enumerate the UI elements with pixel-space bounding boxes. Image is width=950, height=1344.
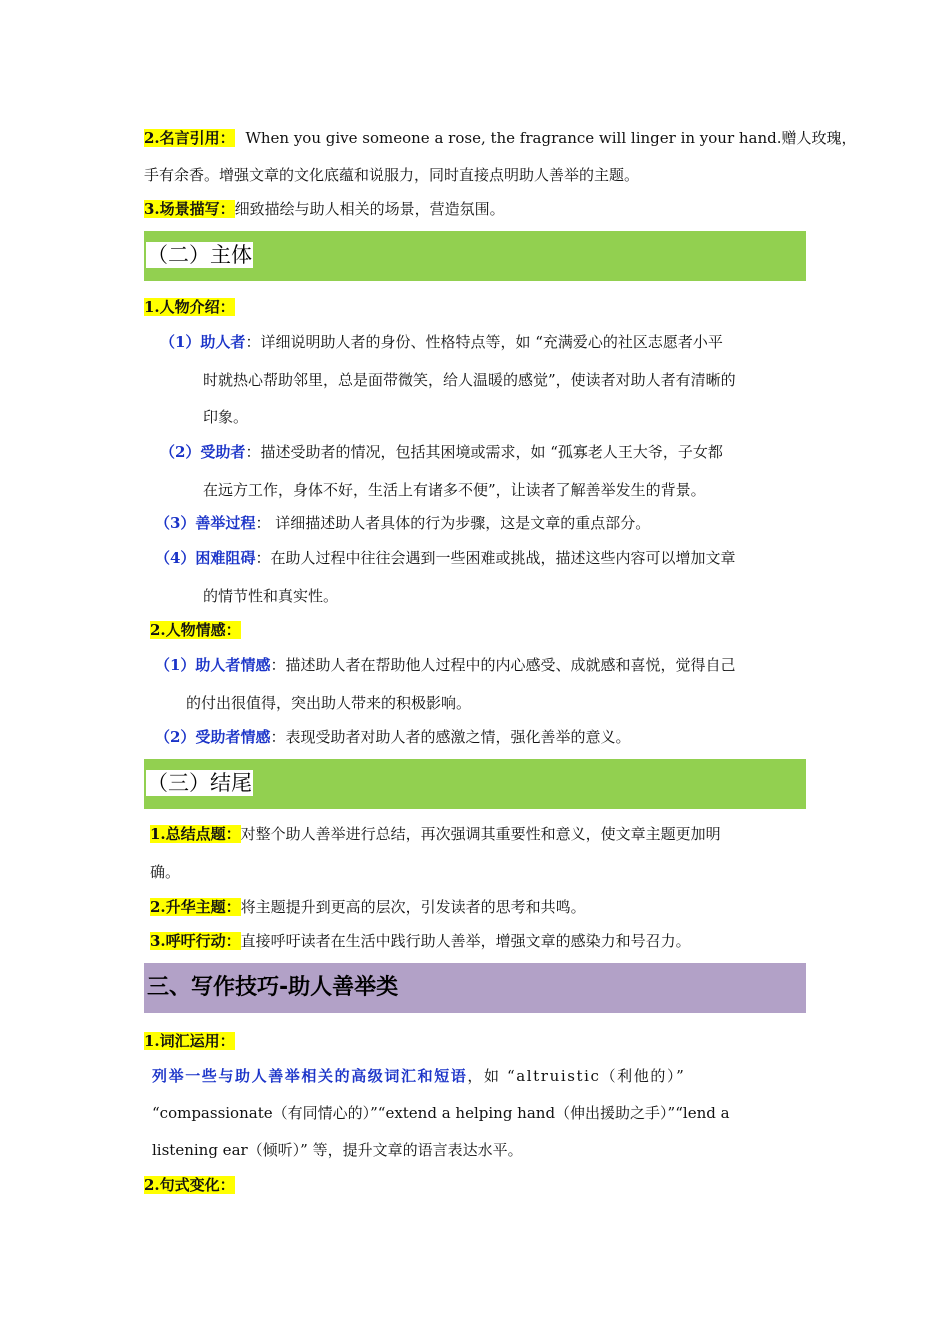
section-heading-skills bbox=[144, 963, 806, 1013]
vocab-label: 1.词汇运用： bbox=[144, 1032, 235, 1050]
process-item: （3）善举过程： 详细描述助人者具体的行为步骤，这是文章的重点部分。 bbox=[155, 514, 651, 532]
sublimate-label: 2.升华主题： bbox=[150, 898, 241, 916]
quote-label: 2.名言引用： bbox=[144, 129, 235, 147]
sentence-label-line bbox=[144, 1174, 235, 1196]
scene-text: 细致描绘与助人相关的场景，营造氛围。 bbox=[234, 200, 505, 218]
section-heading-body bbox=[144, 231, 806, 281]
helper-emotion-text-line-2: 的付出很值得，突出助人带来的积极影响。 bbox=[186, 694, 472, 712]
vocab-line-1: 列举一些与助人善举相关的高级词汇和短语，如 “altruistic（利他的）” bbox=[152, 1067, 686, 1085]
helper-emotion-item: （1）助人者情感：描述助人者在帮助他人过程中的内心感受、成就感和喜悦，觉得自己 bbox=[155, 656, 736, 674]
recipient-text-line-2: 在远方工作，身体不好，生活上有诸多不便”，让读者了解善举发生的背景。 bbox=[203, 481, 706, 499]
recipient-label: （2）受助者 bbox=[160, 443, 246, 461]
ending-item-summary: 1.总结点题：对整个助人善举进行总结，再次强调其重要性和意义，使文章主题更加明 bbox=[150, 825, 721, 843]
helper-item: （1）助人者：详细说明助人者的身份、性格特点等，如 “充满爱心的社区志愿者小平 bbox=[160, 333, 723, 351]
obstacle-text-line-2: 的情节性和真实性。 bbox=[203, 587, 339, 605]
summary-text-line-2: 确。 bbox=[150, 863, 181, 881]
call-to-action-label: 3.呼吁行动： bbox=[150, 932, 241, 950]
vocab-label-line bbox=[144, 1030, 235, 1052]
section-heading-ending-text: （三）结尾 bbox=[147, 771, 252, 795]
summary-label: 1.总结点题： bbox=[150, 825, 241, 843]
sentence-label: 2.句式变化： bbox=[144, 1176, 235, 1194]
ending-item-call-to-action: 3.呼吁行动：直接呼吁读者在生活中践行助人善举，增强文章的感染力和号召力。 bbox=[150, 932, 691, 950]
characters-label: 1.人物介绍： bbox=[144, 298, 235, 316]
emotions-label: 2.人物情感： bbox=[150, 621, 241, 639]
vocab-line-3: listening ear（倾听）” 等，提升文章的语言表达水平。 bbox=[152, 1141, 523, 1159]
helper-text-line-2: 时就热心帮助邻里，总是面带微笑，给人温暖的感觉”，使读者对助人者有清晰的 bbox=[203, 371, 736, 389]
quote-text: When you give someone a rose, the fragrance will linger in your hand.赠人玫瑰， bbox=[245, 129, 857, 147]
section-heading-ending bbox=[144, 759, 806, 809]
obstacle-label: （4）困难阻碍 bbox=[155, 549, 256, 567]
recipient-item: （2）受助者：描述受助者的情况，包括其困境或需求，如 “孤寡老人王大爷，子女都 bbox=[160, 443, 723, 461]
quote-text-continued: 手有余香。增强文章的文化底蕴和说服力，同时直接点明助人善举的主题。 bbox=[144, 166, 640, 184]
helper-emotion-label: （1）助人者情感 bbox=[155, 656, 271, 674]
helper-text-line-3: 印象。 bbox=[203, 408, 249, 426]
process-label: （3）善举过程 bbox=[155, 514, 256, 532]
scene-line bbox=[144, 198, 505, 220]
section-heading-skills-text: 三、写作技巧-助人善举类 bbox=[147, 975, 399, 1000]
recipient-emotion-label: （2）受助者情感 bbox=[155, 728, 271, 746]
vocab-line-2: “compassionate（有同情心的）”“extend a helping hand（伸出援助之手）”“lend a bbox=[152, 1104, 730, 1122]
recipient-emotion-item: （2）受助者情感：表现受助者对助人者的感激之情，强化善举的意义。 bbox=[155, 728, 631, 746]
scene-label: 3.场景描写： bbox=[144, 200, 235, 218]
obstacle-item: （4）困难阻碍：在助人过程中往往会遇到一些困难或挑战，描述这些内容可以增加文章 bbox=[155, 549, 736, 567]
quote-line bbox=[144, 127, 857, 149]
helper-label: （1）助人者 bbox=[160, 333, 246, 351]
section-heading-body-text: （二）主体 bbox=[147, 243, 252, 267]
ending-item-sublimate: 2.升华主题：将主题提升到更高的层次，引发读者的思考和共鸣。 bbox=[150, 898, 586, 916]
vocab-highlight: 列举一些与助人善举相关的高级词汇和短语 bbox=[152, 1067, 468, 1085]
